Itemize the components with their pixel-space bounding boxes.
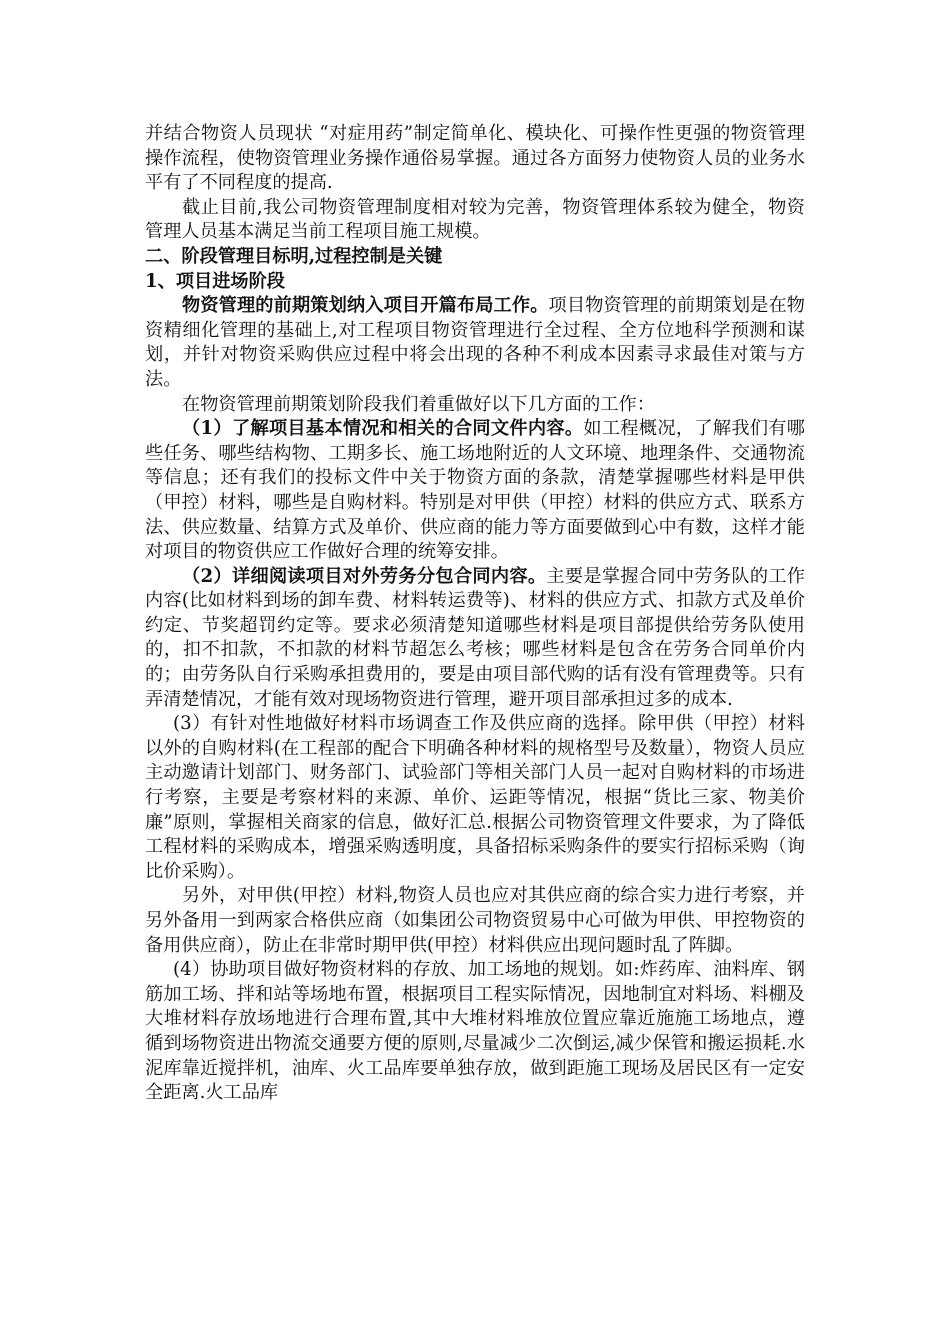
paragraph-1: 并结合物资人员现状 “对症用药”制定简单化、模块化、可操作性更强的物资管理操作流程，使物资管理业务操作通俗易掌握。通过各方面努力使物资人员的业务水平有了不同程度的提高. xyxy=(145,123,805,194)
paragraph-2: 截止目前,我公司物资管理制度相对较为完善，物资管理体系较为健全，物资管理人员基本满足当前工程项目施工规模。 xyxy=(145,196,805,243)
paragraph-5 xyxy=(145,417,805,565)
paragraph-3-body: 项目物资管理的前期策划是在物资精细化管理的基础上,对工程项目物资管理进行全过程、全方位地科学预测和谋划，并针对物资采购供应过程中将会出现的各种不利成本因素寻求最佳对策与方法。 xyxy=(145,295,805,390)
paragraph-9: (4）协助项目做好物资材料的存放、加工场地的规划。如:炸药库、油料库、钢筋加工场、拌和站等场地布置，根据项目工程实际情况，因地制宜对料场、料棚及大堆材料存放场地进行合理布置,其中大堆材料堆放位置应靠近施施工场地点，遵循到场物资进出物流交通要方便的原则,尽量减少二次倒运,减少保管和搬运损耗.水泥库靠近搅拌机，油库、火工品库要单独存放，做到距施工现场及居民区有一定安全距离.火工品库 xyxy=(145,959,805,1104)
paragraph-6-body: 主要是掌握合同中劳务队的工作内容(比如材料到场的卸车费、材料转运费等)、材料的供应方式、扣款方式及单价约定、节奖超罚约定等。要求必须清楚知道哪些材料是项目部提供给劳务队使用的，扣不扣款，不扣款的材料节超怎么考核；哪些材料是包含在劳务合同单价内的；由劳务队自行采购承担费用的，要是由项目部代购的话有没有管理费等。只有弄清楚情况，才能有效对现场物资进行管理，避开项目部承担过多的成本. xyxy=(145,565,805,710)
section-heading: 二、阶段管理目标明,过程控制是关键 xyxy=(145,245,443,267)
paragraph-5-body: 如工程概况，了解我们有哪些任务、哪些结构物、工期多长、施工场地附近的人文环境、地理条件、交通物流等信息；还有我们的投标文件中关于物资方面的条款，清楚掌握哪些材料是甲供（甲控）材料，哪些是自购材料。特别是对甲供（甲控）材料的供应方式、联系方法、供应数量、结算方式及单价、供应商的能力等方面要做到心中有数，这样才能对项目的物资供应工作做好合理的统筹安排。 xyxy=(145,418,805,563)
paragraph-5-lead: （1）了解项目基本情况和相关的合同文件内容。 xyxy=(182,418,584,440)
document-page xyxy=(145,122,805,1106)
paragraph-6-lead: （2）详细阅读项目对外劳务分包合同内容。 xyxy=(182,565,547,587)
paragraph-4: 在物资管理前期策划阶段我们着重做好以下几方面的工作： xyxy=(182,393,655,415)
paragraph-8: 另外，对甲供(甲控）材料,物资人员也应对其供应商的综合实力进行考察，并另外备用一到两家合格供应商（如集团公司物资贸易中心可做为甲供、甲控物资的备用供应商），防止在非常时期甲供(甲控）材料供应出现问题时乱了阵脚。 xyxy=(145,885,805,956)
subsection-heading: 1、项目进场阶段 xyxy=(145,270,285,292)
paragraph-3-lead: 物资管理的前期策划纳入项目开篇布局工作。 xyxy=(182,295,549,317)
paragraph-6 xyxy=(145,565,805,713)
paragraph-3 xyxy=(145,294,805,392)
paragraph-7: (3）有针对性地做好材料市场调查工作及供应商的选择。除甲供（甲控）材料以外的自购材料(在工程部的配合下明确各种材料的规格型号及数量），物资人员应主动邀请计划部门、财务部门、试验部门等相关部门人员一起对自购材料的市场进行考察，主要是考察材料的来源、单价、运距等情况，根据“货比三家、物美价廉”原则，掌握相关商家的信息，做好汇总.根据公司物资管理文件要求，为了降低工程材料的采购成本，增强采购透明度，具备招标采购条件的要实行招标采购（询比价采购）。 xyxy=(145,713,805,882)
